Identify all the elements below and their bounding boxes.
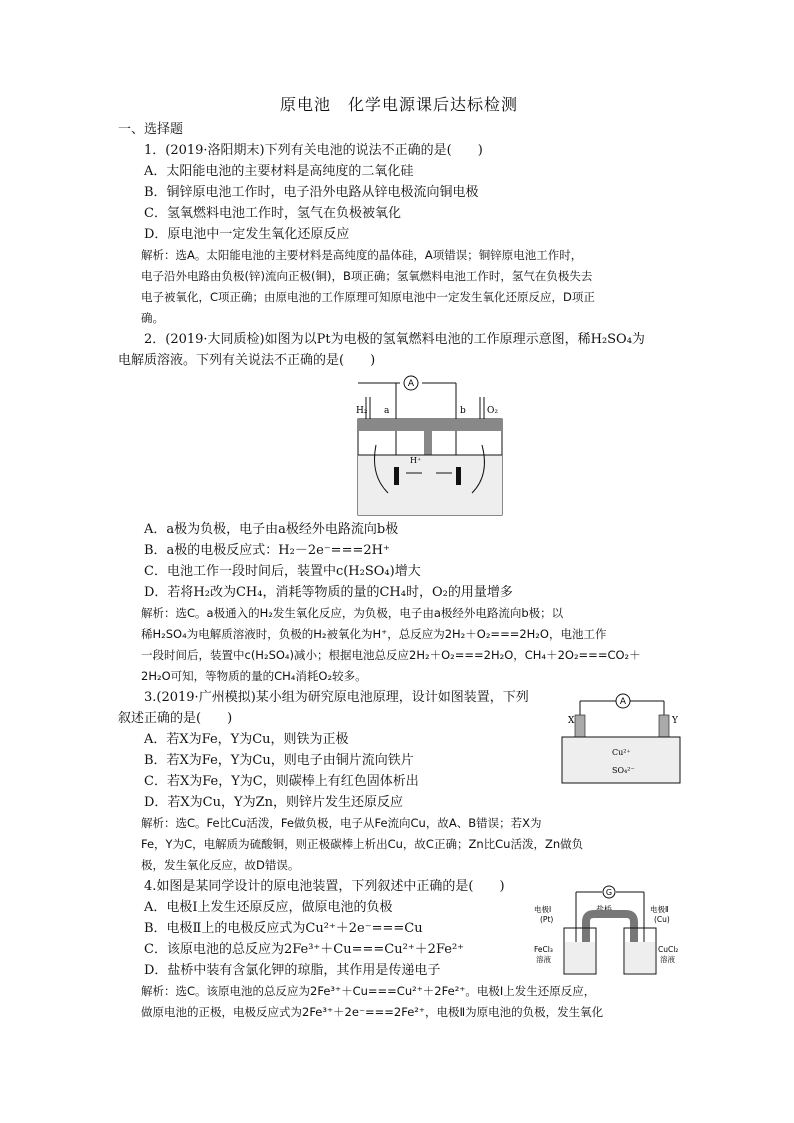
question-4-stem: 4.如图是某同学设计的原电池装置，下列叙述中正确的是( ) [144, 879, 505, 894]
fuel-cell-diagram [356, 375, 506, 517]
question-2-stem: 2．(2019·大同质检)如图为以Pt为电极的氢氧燃料电池的工作原理示意图，稀H₂SO₄为 [144, 332, 645, 347]
galvanometer-label: G [605, 888, 613, 897]
q2-option-c: C．电池工作一段时间后，装置中c(H₂SO₄)增大 [144, 564, 421, 579]
document-page [118, 92, 680, 1023]
q3-answer-line: 解析：选C。Fe比Cu活泼，Fe做负极，电子从Fe流向Cu，故A、B错误；若X为 [141, 816, 542, 830]
electrode-x-label: X [568, 716, 575, 726]
q2-answer-line: 2H₂O可知，等物质的量的CH₄消耗O₂较多。 [141, 669, 367, 683]
copper-sulfate-cell-diagram [560, 693, 682, 785]
q1-answer-line: 解析：选A。太阳能电池的主要材料是高纯度的晶体硅，A项错误；铜锌原电池工作时， [141, 248, 583, 262]
page-title: 原电池 化学电源课后达标检测 [279, 95, 518, 114]
q4-option-a: A．电极Ⅰ上发生还原反应，做原电池的负极 [144, 900, 393, 915]
q1-answer-line: 确。 [141, 311, 164, 325]
q2-option-a: A．a极为负极，电子由a极经外电路流向b极 [144, 522, 399, 537]
q3-answer-line: 极，发生氧化反应，故D错误。 [141, 858, 300, 872]
fecl3-solution-label: FeCl₃ [534, 945, 553, 954]
q3-option-d: D．若X为Cu，Y为Zn，则锌片发生还原反应 [144, 795, 403, 810]
h-ion-label: H⁺ [410, 456, 422, 465]
electrode-2-label: 电极Ⅱ [650, 905, 669, 914]
q3-option-b: B．若X为Fe，Y为Cu，则电子由铜片流向铁片 [144, 753, 414, 768]
q1-option-d: D．原电池中一定发生氧化还原反应 [144, 227, 350, 242]
q3-answer-line: Fe，Y为C，电解质为硫酸铜，则正极碳棒上析出Cu，故C正确；Zn比Cu活泼，Zn做负 [141, 837, 584, 851]
q4-option-c: C．该原电池的总反应为2Fe³⁺＋Cu===Cu²⁺＋2Fe²⁺ [144, 942, 465, 957]
q1-answer-line: 电子沿外电路由负极(锌)流向正极(铜)，B项正确；氢氧燃料电池工作时，氢气在负极失去 [141, 269, 593, 283]
q3-option-c: C．若X为Fe，Y为C，则碳棒上有红色固体析出 [144, 774, 419, 789]
question-1-stem: 1．(2019·洛阳期末)下列有关电池的说法不正确的是( ) [144, 143, 483, 158]
cucl2-solution-label: CuCl₂ [658, 945, 679, 954]
q4-answer-line: 做原电池的正极，电极反应式为2Fe³⁺＋2e⁻===2Fe²⁺，电极Ⅱ为原电池的负极，发生氧化 [141, 1005, 604, 1019]
cucl2-solution-label: 溶液 [660, 955, 675, 964]
electrode-2-material: (Cu) [654, 915, 670, 924]
salt-bridge-cell-diagram [534, 884, 684, 976]
q2-option-d: D．若将H₂改为CH₄，消耗等物质的量的CH₄时，O₂的用量增多 [144, 585, 513, 600]
h2-inlet-label: H₂ [356, 406, 368, 416]
electrode-a-label: a [384, 406, 390, 416]
section-heading: 一、选择题 [118, 122, 184, 137]
q4-option-b: B．电极Ⅱ上的电极反应式为Cu²⁺＋2e⁻===Cu [144, 921, 423, 936]
salt-bridge-label: 盐桥 [596, 905, 612, 914]
electrode-1-material: (Pt) [540, 915, 554, 924]
question-3-stem: 3.(2019·广州模拟)某小组为研究原电池原理，设计如图装置，下列 [144, 690, 529, 705]
ammeter-label: A [619, 697, 627, 707]
question-2-stem: 电解质溶液。下列有关说法不正确的是( ) [118, 353, 376, 368]
q4-option-d: D．盐桥中装有含氯化钾的琼脂，其作用是传递电子 [144, 963, 441, 978]
sulfate-ion-label: SO₄²⁻ [612, 766, 635, 775]
q1-option-c: C．氢氧燃料电池工作时，氢气在负极被氧化 [144, 206, 401, 221]
q1-answer-line: 电子被氧化，C项正确；由原电池的工作原理可知原电池中一定发生氧化还原反应，D项正 [141, 290, 595, 304]
q2-answer-line: 稀H₂SO₄为电解质溶液时，负极的H₂被氧化为H⁺，总反应为2H₂＋O₂===2H₂O，电池工作 [141, 627, 607, 641]
q4-answer-line: 解析：选C。该原电池的总反应为2Fe³⁺＋Cu===Cu²⁺＋2Fe²⁺。电极Ⅰ上发生还原反应， [141, 984, 596, 998]
q3-option-a: A．若X为Fe，Y为Cu，则铁为正极 [144, 732, 349, 747]
q2-option-b: B．a极的电极反应式：H₂－2e⁻===2H⁺ [144, 543, 390, 558]
electrode-y-label: Y [672, 716, 678, 726]
electrode-b-label: b [460, 406, 466, 416]
cu-ion-label: Cu²⁺ [612, 748, 631, 757]
q1-option-a: A．太阳能电池的主要材料是高纯度的二氧化硅 [144, 164, 414, 179]
q1-option-b: B．铜锌原电池工作时，电子沿外电路从锌电极流向铜电极 [144, 185, 479, 200]
ammeter-label: A [407, 379, 415, 389]
o2-inlet-label: O₂ [487, 406, 498, 416]
fecl3-solution-label: 溶液 [536, 955, 551, 964]
question-3-stem: 叙述正确的是( ) [118, 711, 233, 726]
electrode-1-label: 电极Ⅰ [534, 905, 552, 914]
q2-answer-line: 一段时间后，装置中c(H₂SO₄)减小；根据电池总反应2H₂＋O₂===2H₂O，CH₄＋2O₂===CO₂＋ [141, 648, 641, 662]
q2-answer-line: 解析：选C。a极通入的H₂发生氧化反应，为负极，电子由a极经外电路流向b极；以 [141, 606, 564, 620]
